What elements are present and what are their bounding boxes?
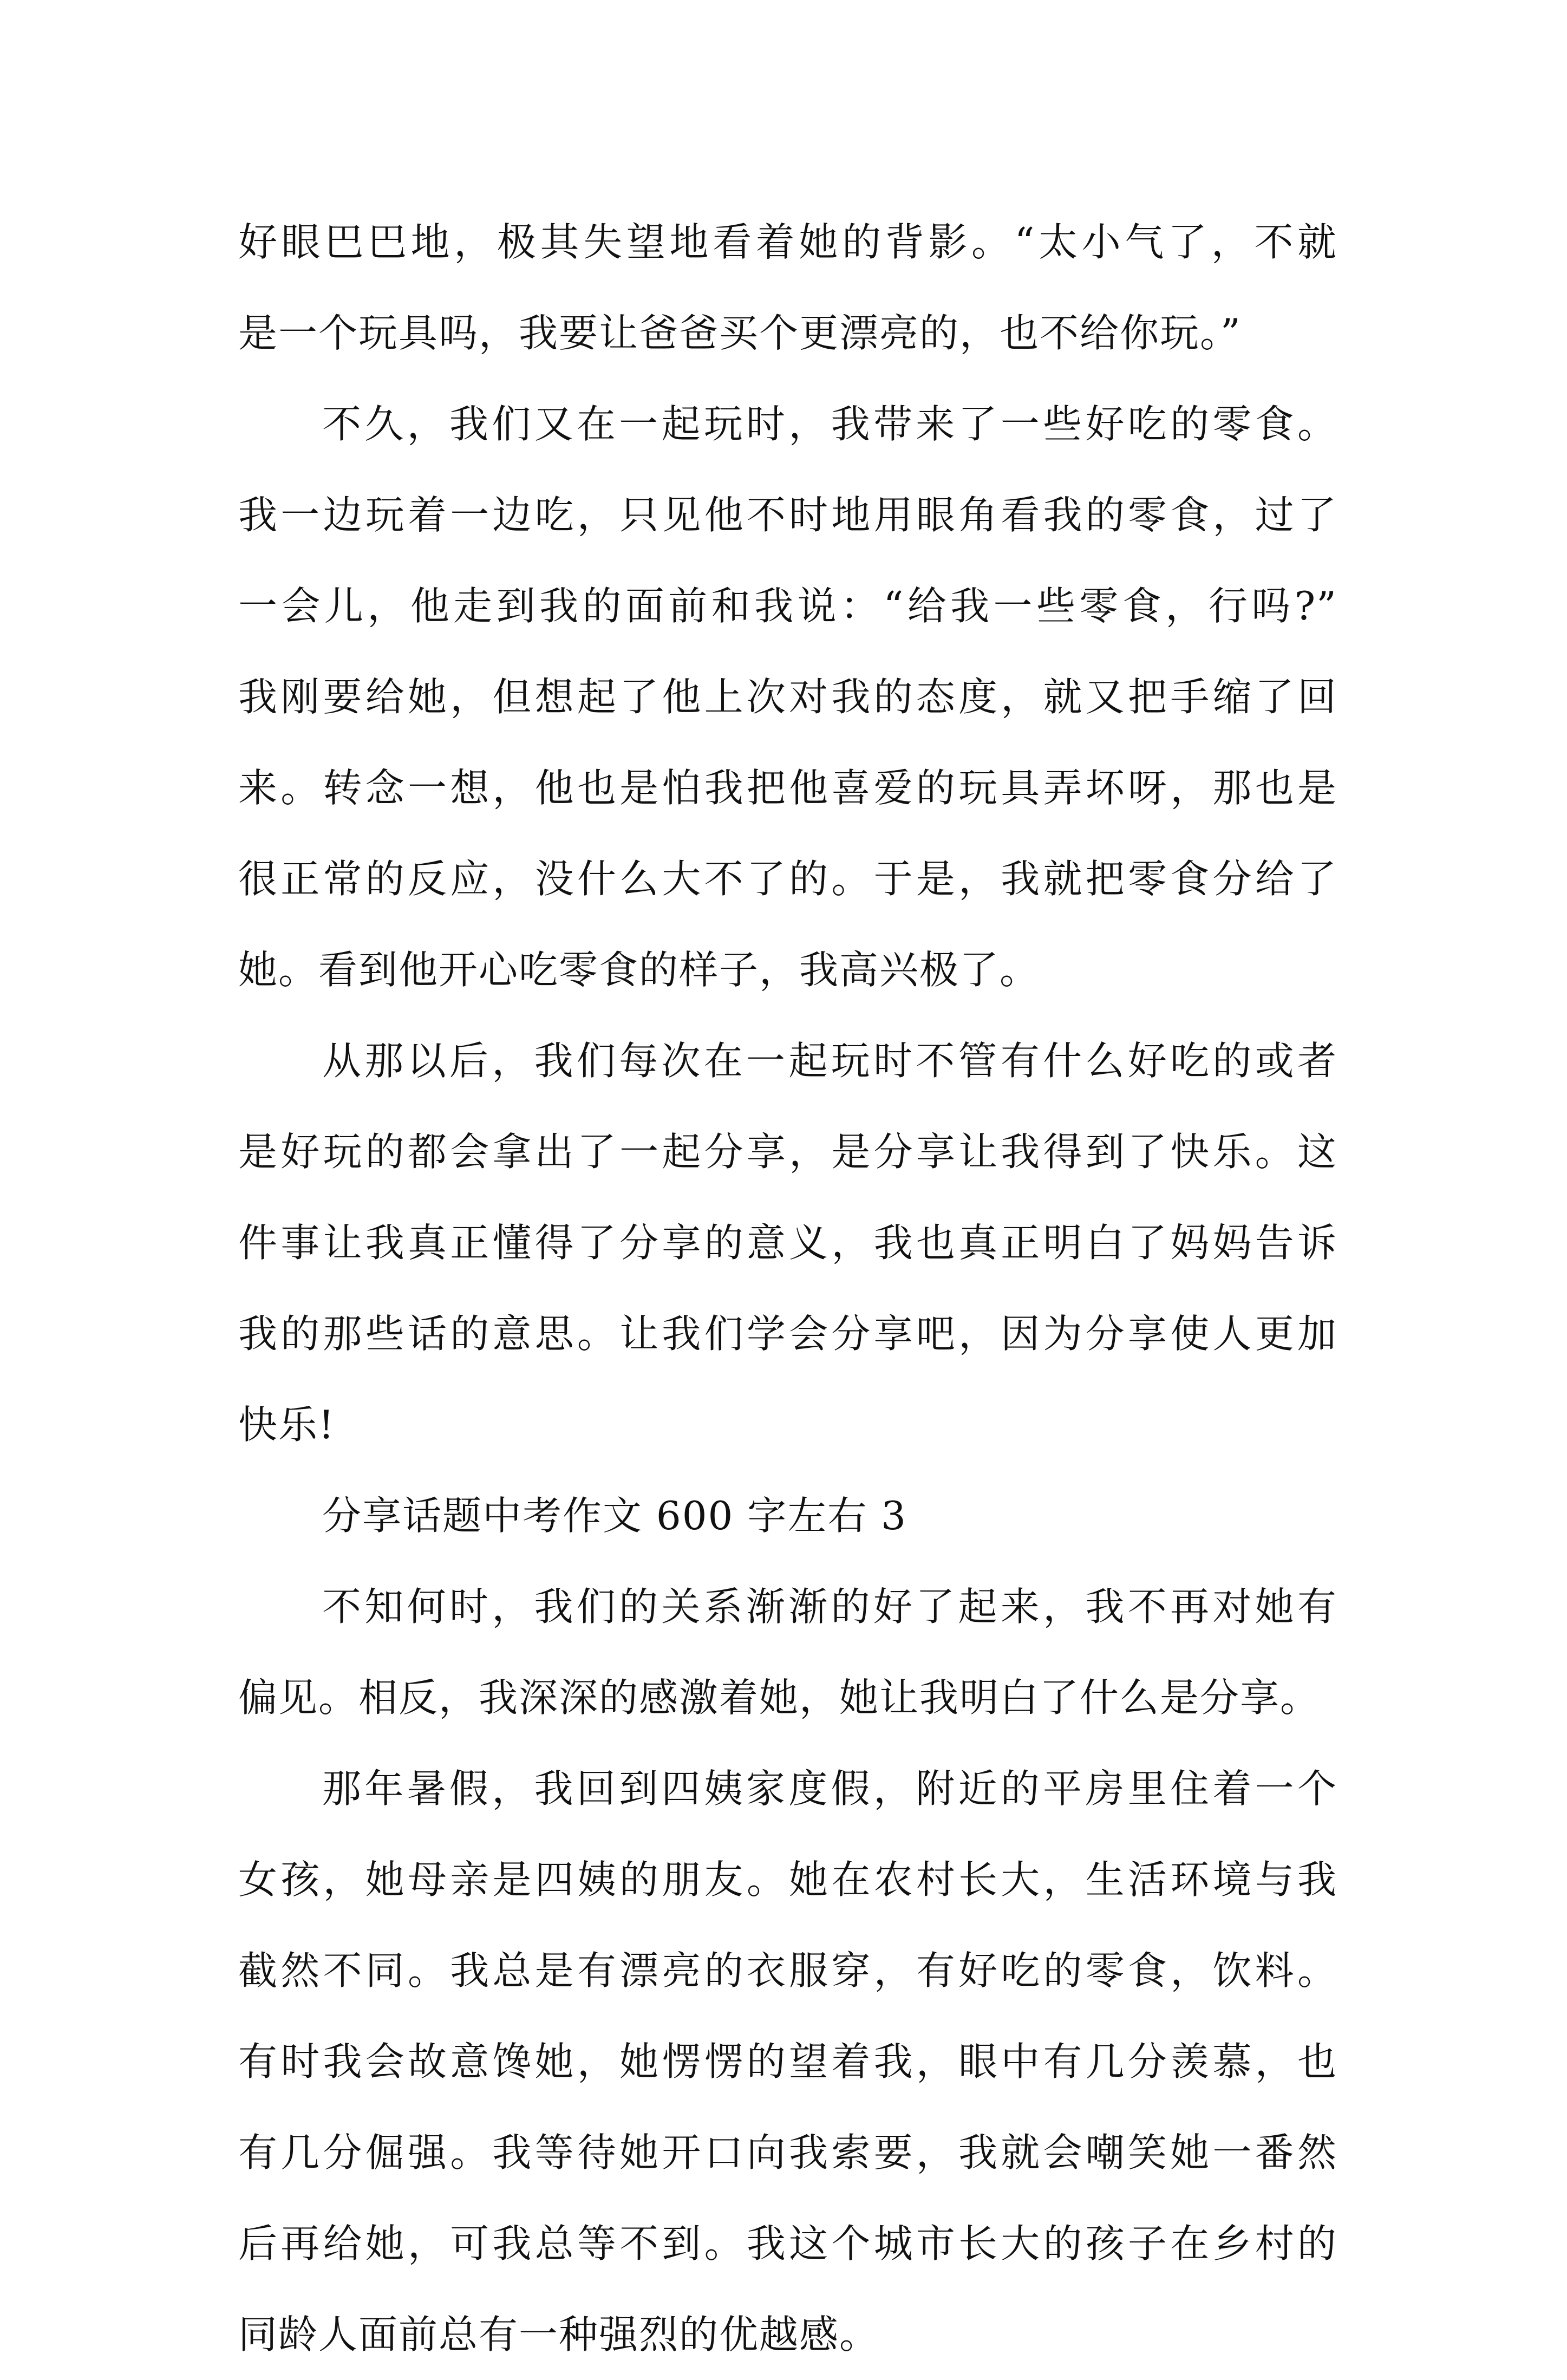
paragraph [238, 1015, 1337, 1470]
paragraph [238, 379, 1337, 1015]
text-line: 一会儿，他走到我的面前和我说：“给我一些零食，行吗?” [238, 583, 1337, 629]
text-line: 有时我会故意馋她，她愣愣的望着我，眼中有几分羡慕，也 [238, 2039, 1337, 2084]
text-line: 后再给她，可我总等不到。我这个城市长大的孩子在乡村的 [238, 2221, 1337, 2266]
text-line: 快乐! [238, 1402, 335, 1447]
text-line: 我刚要给她，但想起了他上次对我的态度，就又把手缩了回 [238, 674, 1337, 720]
text-line: 件事让我真正懂得了分享的意义，我也真正明白了妈妈告诉 [238, 1220, 1337, 1266]
text-line: 我的那些话的意思。让我们学会分享吧，因为分享使人更加 [238, 1311, 1337, 1357]
text-line: 不久，我们又在一起玩时，我带来了一些好吃的零食。 [322, 401, 1337, 447]
paragraph [238, 1561, 1337, 1743]
heading-line: 分享话题中考作文 600 字左右 3 [322, 1493, 907, 1538]
text-line: 偏见。相反，我深深的感激着她，她让我明白了什么是分享。 [238, 1675, 1321, 1720]
text-line: 来。转念一想，他也是怕我把他喜爱的玩具弄坏呀，那也是 [238, 765, 1337, 811]
text-line: 我一边玩着一边吃，只见他不时地用眼角看我的零食，过了 [238, 492, 1337, 538]
text-line: 有几分倔强。我等待她开口向我索要，我就会嘲笑她一番然 [238, 2130, 1337, 2175]
text-line: 好眼巴巴地，极其失望地看着她的背影。“太小气了，不就 [238, 219, 1337, 265]
text-line: 很正常的反应，没什么大不了的。于是，我就把零食分给了 [238, 856, 1337, 902]
document-body [238, 197, 1337, 2380]
paragraph [238, 197, 1337, 379]
text-line: 是好玩的都会拿出了一起分享，是分享让我得到了快乐。这 [238, 1129, 1337, 1175]
section-heading [238, 1470, 1337, 1561]
text-line: 从那以后，我们每次在一起玩时不管有什么好吃的或者 [322, 1038, 1337, 1084]
text-line: 那年暑假，我回到四姨家度假，附近的平房里住着一个 [322, 1766, 1337, 1811]
text-line: 截然不同。我总是有漂亮的衣服穿，有好吃的零食，饮料。 [238, 1948, 1337, 1993]
text-line: 同龄人面前总有一种强烈的优越感。 [238, 2312, 880, 2357]
paragraph [238, 1743, 1337, 2380]
text-line: 她。看到他开心吃零食的样子，我高兴极了。 [238, 947, 1040, 993]
text-line: 女孩，她母亲是四姨的朋友。她在农村长大，生活环境与我 [238, 1857, 1337, 1902]
text-line: 是一个玩具吗，我要让爸爸买个更漂亮的，也不给你玩。” [238, 310, 1242, 356]
text-line: 不知何时，我们的关系渐渐的好了起来，我不再对她有 [322, 1584, 1337, 1629]
